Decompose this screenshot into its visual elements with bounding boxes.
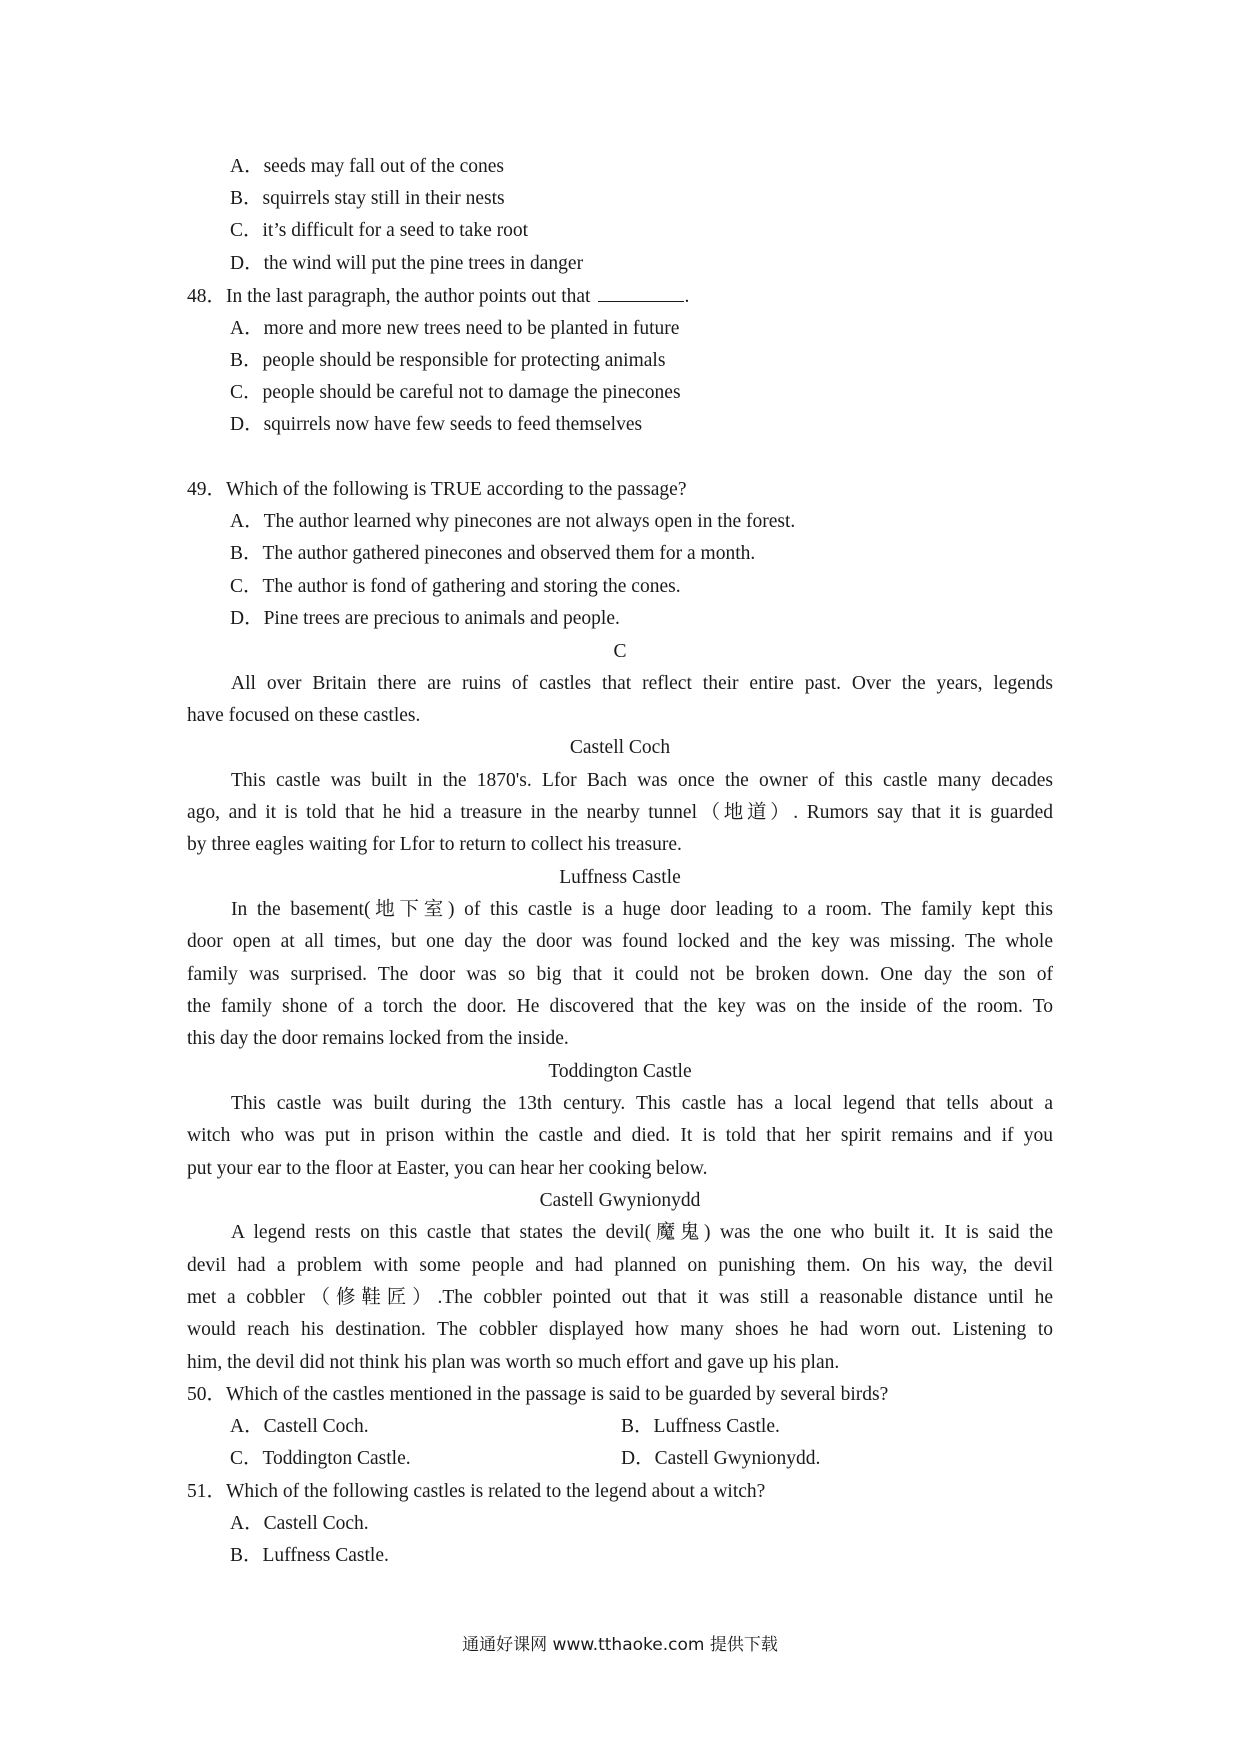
- section-title: Toddington Castle: [548, 1061, 692, 1082]
- section-line: This castle was built during the 13th century. This castle has a local legend that tells about a: [231, 1093, 1053, 1114]
- q50-option-d: D．Castell Gwynionydd.: [621, 1448, 821, 1469]
- q47-option-c: C．it’s difficult for a seed to take root: [230, 220, 529, 241]
- section-line: door open at all times, but one day the door was found locked and the key was missing. The whole: [187, 931, 1053, 952]
- section-line: In the basement(地下室) of this castle is a huge door leading to a room. The family kept this: [231, 899, 1053, 920]
- section-line: This castle was built in the 1870's. Lfor Bach was once the owner of this castle many decades: [231, 770, 1053, 791]
- q48-option-d: D．squirrels now have few seeds to feed themselves: [230, 414, 643, 435]
- q47-option-b: B．squirrels stay still in their nests: [230, 188, 505, 209]
- section-line: would reach his destination. The cobbler displayed how many shoes he had worn out. Listening to: [187, 1319, 1053, 1340]
- q48-option-b: B．people should be responsible for protecting animals: [230, 350, 666, 371]
- q48-stem: [187, 283, 689, 310]
- q47-option-d: D．the wind will put the pine trees in danger: [230, 253, 584, 274]
- q49-option-b: B．The author gathered pinecones and observed them for a month.: [230, 543, 756, 564]
- section-line: him, the devil did not think his plan was worth so much effort and gave up his plan.: [187, 1352, 840, 1373]
- section-line: ago, and it is told that he hid a treasure in the nearby tunnel（地道）. Rumors say that it is guarded: [187, 802, 1053, 823]
- section-line: the family shone of a torch the door. He discovered that the key was on the inside of the room. To: [187, 996, 1053, 1017]
- section-line: this day the door remains locked from the inside.: [187, 1028, 569, 1049]
- page-footer: 通通好课网 www.tthaoke.com 提供下载: [462, 1635, 778, 1655]
- passage-intro-line: have focused on these castles.: [187, 705, 421, 726]
- section-line: by three eagles waiting for Lfor to return to collect his treasure.: [187, 834, 682, 855]
- q48-stem-text: 48．In the last paragraph, the author points out that: [187, 286, 591, 307]
- section-line: family was surprised. The door was so big that it could not be broken down. One day the son of: [187, 964, 1053, 985]
- section-title: Castell Gwynionydd: [539, 1190, 701, 1211]
- section-line: A legend rests on this castle that states the devil(魔鬼) was the one who built it. It is said the: [231, 1222, 1053, 1243]
- q50-option-c: C．Toddington Castle.: [230, 1448, 411, 1469]
- section-line: put your ear to the floor at Easter, you can hear her cooking below.: [187, 1158, 708, 1179]
- q51-option-a: A．Castell Coch.: [230, 1513, 369, 1534]
- section-title: Castell Coch: [569, 737, 671, 758]
- passage-intro-line: All over Britain there are ruins of castles that reflect their entire past. Over the years, legends: [231, 673, 1053, 694]
- section-title: Luffness Castle: [559, 867, 681, 888]
- q48-stem-end: .: [684, 286, 690, 307]
- q49-option-a: A．The author learned why pinecones are not always open in the forest.: [230, 511, 796, 532]
- q49-option-c: C．The author is fond of gathering and storing the cones.: [230, 576, 681, 597]
- q47-option-a: A．seeds may fall out of the cones: [230, 156, 505, 177]
- answer-blank: [598, 283, 684, 302]
- section-line: witch who was put in prison within the castle and died. It is told that her spirit remains and if you: [187, 1125, 1053, 1146]
- q50-stem: 50．Which of the castles mentioned in the passage is said to be guarded by several birds?: [187, 1384, 889, 1405]
- q48-option-c: C．people should be careful not to damage the pinecones: [230, 382, 681, 403]
- section-line: met a cobbler（修鞋匠）.The cobbler pointed out that it was still a reasonable distance until he: [187, 1287, 1053, 1308]
- q49-option-d: D．Pine trees are precious to animals and people.: [230, 608, 620, 629]
- q51-option-b: B．Luffness Castle.: [230, 1545, 389, 1566]
- q48-option-a: A．more and more new trees need to be planted in future: [230, 318, 680, 339]
- q49-stem: 49．Which of the following is TRUE according to the passage?: [187, 479, 687, 500]
- section-line: devil had a problem with some people and had planned on punishing them. On his way, the devil: [187, 1255, 1053, 1276]
- q51-stem: 51．Which of the following castles is related to the legend about a witch?: [187, 1481, 766, 1502]
- q50-option-a: A．Castell Coch.: [230, 1416, 369, 1437]
- q50-option-b: B．Luffness Castle.: [621, 1416, 780, 1437]
- passage-label: C: [613, 641, 627, 662]
